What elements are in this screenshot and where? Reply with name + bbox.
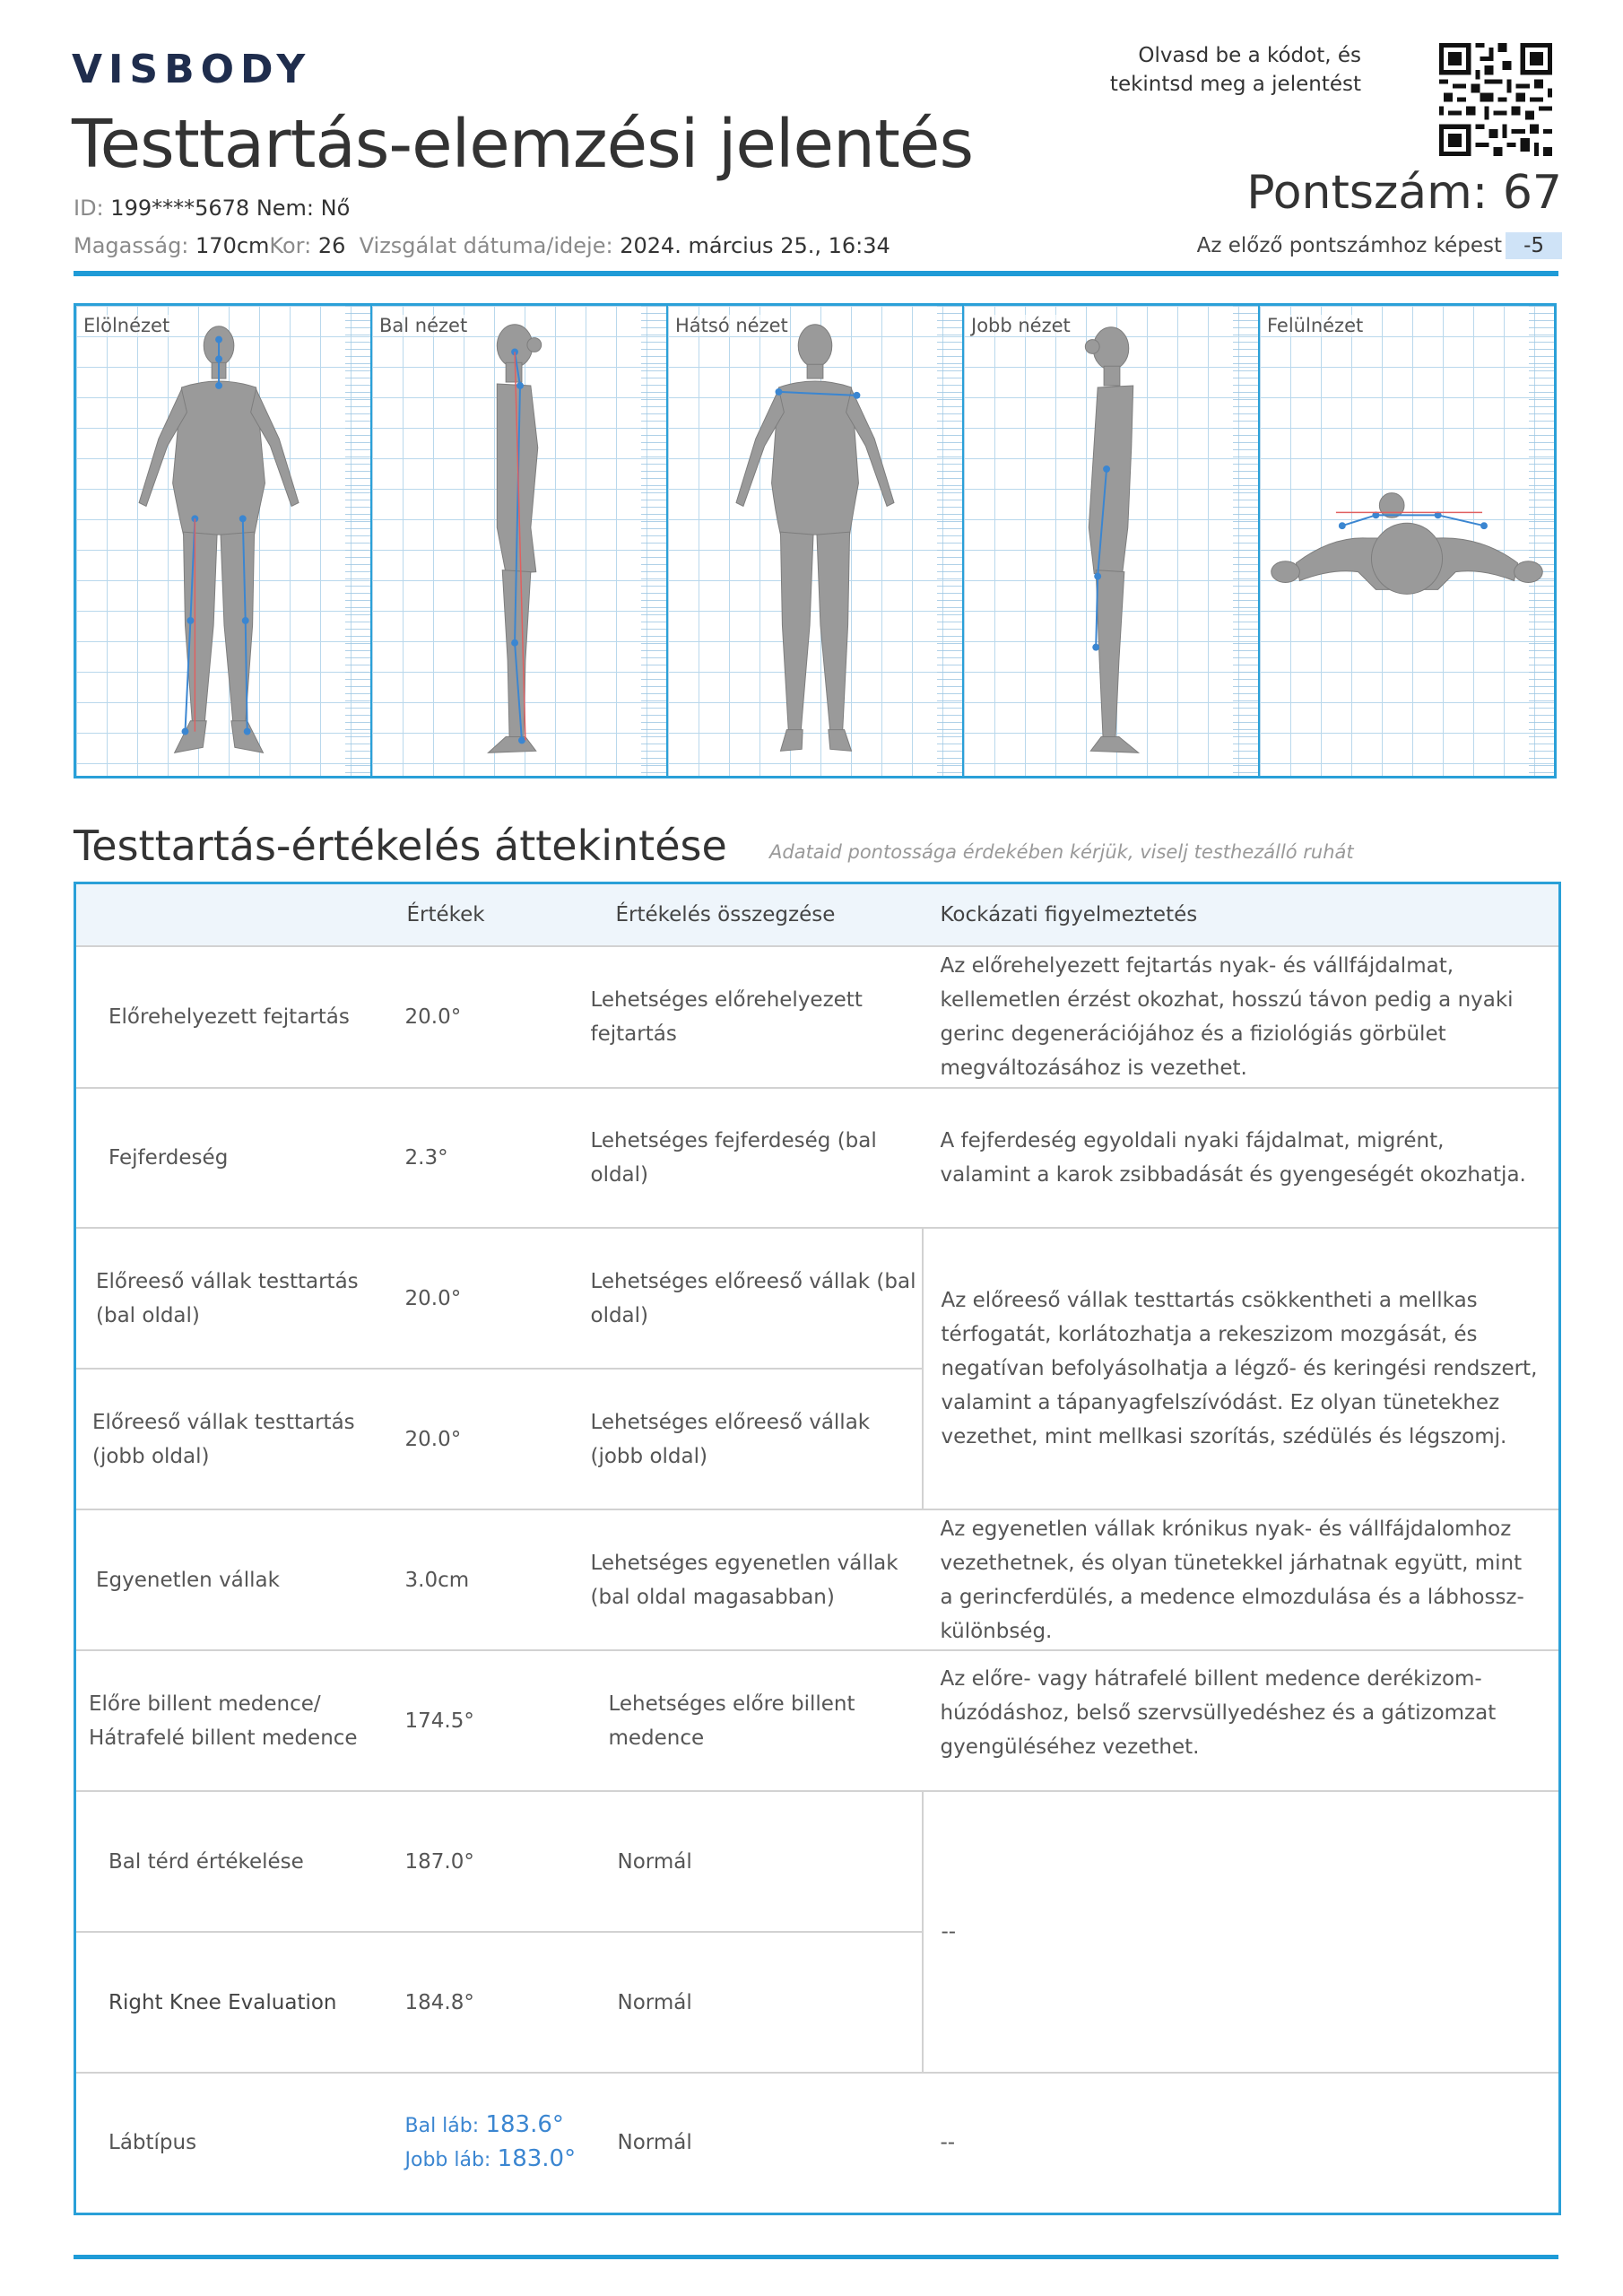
- row-summary: Lehetséges fejferdeség (bal oldal): [582, 1088, 923, 1228]
- view-label: Hátsó nézet: [675, 315, 788, 336]
- right-foot-number: 183.0°: [497, 2145, 577, 2173]
- row-value: 2.3°: [389, 1088, 582, 1228]
- qr-text-line1: Olvasd be a kódot, és: [1138, 44, 1361, 67]
- row-value: 20.0°: [389, 1369, 582, 1509]
- left-body-figure: [372, 306, 666, 776]
- row-summary: Lehetséges előreeső vállak (bal oldal): [582, 1228, 923, 1369]
- score-value: 67: [1502, 166, 1562, 220]
- table-header: Kockázati figyelmeztetés: [923, 883, 1560, 947]
- right-foot-label: Jobb láb:: [404, 2149, 491, 2172]
- row-summary: Normál: [582, 2073, 923, 2213]
- foot-values: [389, 2073, 582, 2213]
- row-value: 3.0cm: [389, 1509, 582, 1650]
- table-row: [75, 1088, 1560, 1228]
- row-summary: Normál: [582, 1932, 923, 2073]
- row-value: 20.0°: [389, 946, 582, 1088]
- id-gender-line: [74, 196, 350, 221]
- view-label: Jobb nézet: [971, 315, 1071, 336]
- right-body-figure: [964, 306, 1258, 776]
- table-row: [75, 2073, 1560, 2213]
- section-note: Adataid pontossága érdekében kérjük, viselj testhezálló ruhát: [769, 841, 1354, 863]
- row-name: Előrehelyezett fejtartás: [75, 946, 389, 1088]
- row-risk: Az előrehelyezett fejtartás nyak- és vállfájdalmat, kellemetlen érzést okozhat, hosszú távon pedig a nyaki gerinc degenerációjához és a fiziológiás görbület megváltozásához is vezethet.: [923, 946, 1560, 1088]
- right-view[interactable]: [964, 306, 1260, 776]
- table-row: [75, 1228, 1560, 1369]
- date-value: 2024. március 25., 16:34: [620, 233, 890, 258]
- row-risk: A fejferdeség egyoldali nyaki fájdalmat, migrént, valamint a karok zsibbadását és gyengeségét okozhatja.: [923, 1088, 1560, 1228]
- date-label: Vizsgálat dátuma/ideje:: [359, 233, 613, 258]
- front-view[interactable]: [76, 306, 372, 776]
- height-value: 170cm: [195, 233, 270, 258]
- row-name: Előre billent medence/ Hátrafelé billent medence: [75, 1650, 389, 1791]
- row-summary: Lehetséges előre billent medence: [582, 1650, 923, 1791]
- gender-label: Nem:: [256, 196, 315, 221]
- row-summary: Lehetséges egyenetlen vállak (bal oldal magasabban): [582, 1509, 923, 1650]
- row-name: Right Knee Evaluation: [75, 1932, 389, 2073]
- top-view[interactable]: [1260, 306, 1554, 776]
- view-label: Felülnézet: [1267, 315, 1364, 336]
- back-view[interactable]: [668, 306, 964, 776]
- section-title: Testtartás-értékelés áttekintése: [74, 822, 727, 870]
- qr-instructions: [1110, 41, 1361, 99]
- view-label: Elölnézet: [83, 315, 170, 336]
- row-risk: --: [923, 1791, 1560, 2073]
- age-label: Kor:: [269, 233, 312, 258]
- row-risk: Az egyenetlen vállak krónikus nyak- és vállfájdalomhoz vezethetnek, és olyan tünetekkel járhatnak együtt, mint a gerincferdülés, a medence elmozdulása és a lábhossz-különbség.: [923, 1509, 1560, 1650]
- header-divider: [74, 271, 1558, 276]
- id-value: 199****5678: [110, 196, 250, 221]
- row-value: 20.0°: [389, 1228, 582, 1369]
- row-risk: Az előreeső vállak testtartás csökkentheti a mellkas térfogatát, korlátozhatja a rekeszizom mozgását, és negatívan befolyásolhatja a légző- és keringési rendszert, valamint a tápanyagfelszívódást. Ez olyan tünetekhez vezethet, mint mellkasi szorítás, szédülés és légszomj.: [923, 1228, 1560, 1509]
- page-title: Testtartás-elemzési jelentés: [72, 106, 974, 183]
- footer-divider: [74, 2255, 1558, 2259]
- height-label: Magasság:: [74, 233, 189, 258]
- row-value: 184.8°: [389, 1932, 582, 2073]
- row-summary: Normál: [582, 1791, 923, 1932]
- height-age-date-line: [74, 233, 890, 258]
- row-summary: Lehetséges előreeső vállak (jobb oldal): [582, 1369, 923, 1509]
- qr-text-line2: tekintsd meg a jelentést: [1109, 73, 1361, 96]
- table-header: [75, 883, 389, 947]
- table-row: [75, 1791, 1560, 1932]
- row-name: Előreeső vállak testtartás (jobb oldal): [75, 1369, 389, 1509]
- left-foot-value: [405, 2109, 581, 2143]
- right-foot-value: [405, 2143, 581, 2177]
- prev-delta-badge: -5: [1506, 232, 1562, 259]
- qr-code-icon[interactable]: [1439, 43, 1552, 156]
- table-row: [75, 1509, 1560, 1650]
- row-name: Egyenetlen vállak: [75, 1509, 389, 1650]
- left-view[interactable]: [372, 306, 668, 776]
- gender-value: Nő: [320, 196, 351, 221]
- row-name: Bal térd értékelése: [75, 1791, 389, 1932]
- row-risk: Az előre- vagy hátrafelé billent medence derékizom-húzódáshoz, belső szervsüllyedéshez és a gátizomzat gyengüléséhez vezethet.: [923, 1650, 1560, 1791]
- body-views-panel: [74, 303, 1557, 778]
- table-header: Értékelés összegzése: [582, 883, 923, 947]
- table-row: [75, 946, 1560, 1088]
- visbody-logo: VISBODY: [72, 47, 312, 92]
- left-foot-number: 183.6°: [485, 2111, 564, 2139]
- back-body-figure: [668, 306, 962, 776]
- table-header-row: [75, 883, 1560, 947]
- prev-label: Az előző pontszámhoz képest: [1196, 234, 1503, 257]
- front-body-figure: [76, 306, 370, 776]
- row-name: Fejferdeség: [75, 1088, 389, 1228]
- score: [1246, 166, 1562, 220]
- row-value: 174.5°: [389, 1650, 582, 1791]
- previous-score-comparison: [1197, 232, 1562, 259]
- id-label: ID:: [74, 196, 104, 221]
- row-value: 187.0°: [389, 1791, 582, 1932]
- row-name: Előreeső vállak testtartás (bal oldal): [75, 1228, 389, 1369]
- score-label: Pontszám:: [1246, 166, 1488, 220]
- evaluation-table: [74, 882, 1561, 2215]
- age-value: 26: [317, 233, 346, 258]
- left-foot-label: Bal láb:: [404, 2115, 480, 2138]
- row-risk: --: [923, 2073, 1560, 2213]
- table-row: [75, 1650, 1560, 1791]
- view-label: Bal nézet: [379, 315, 468, 336]
- row-summary: Lehetséges előrehelyezett fejtartás: [582, 946, 923, 1088]
- row-name: Lábtípus: [75, 2073, 389, 2213]
- table-header: Értékek: [389, 883, 582, 947]
- top-body-figure: [1260, 306, 1554, 776]
